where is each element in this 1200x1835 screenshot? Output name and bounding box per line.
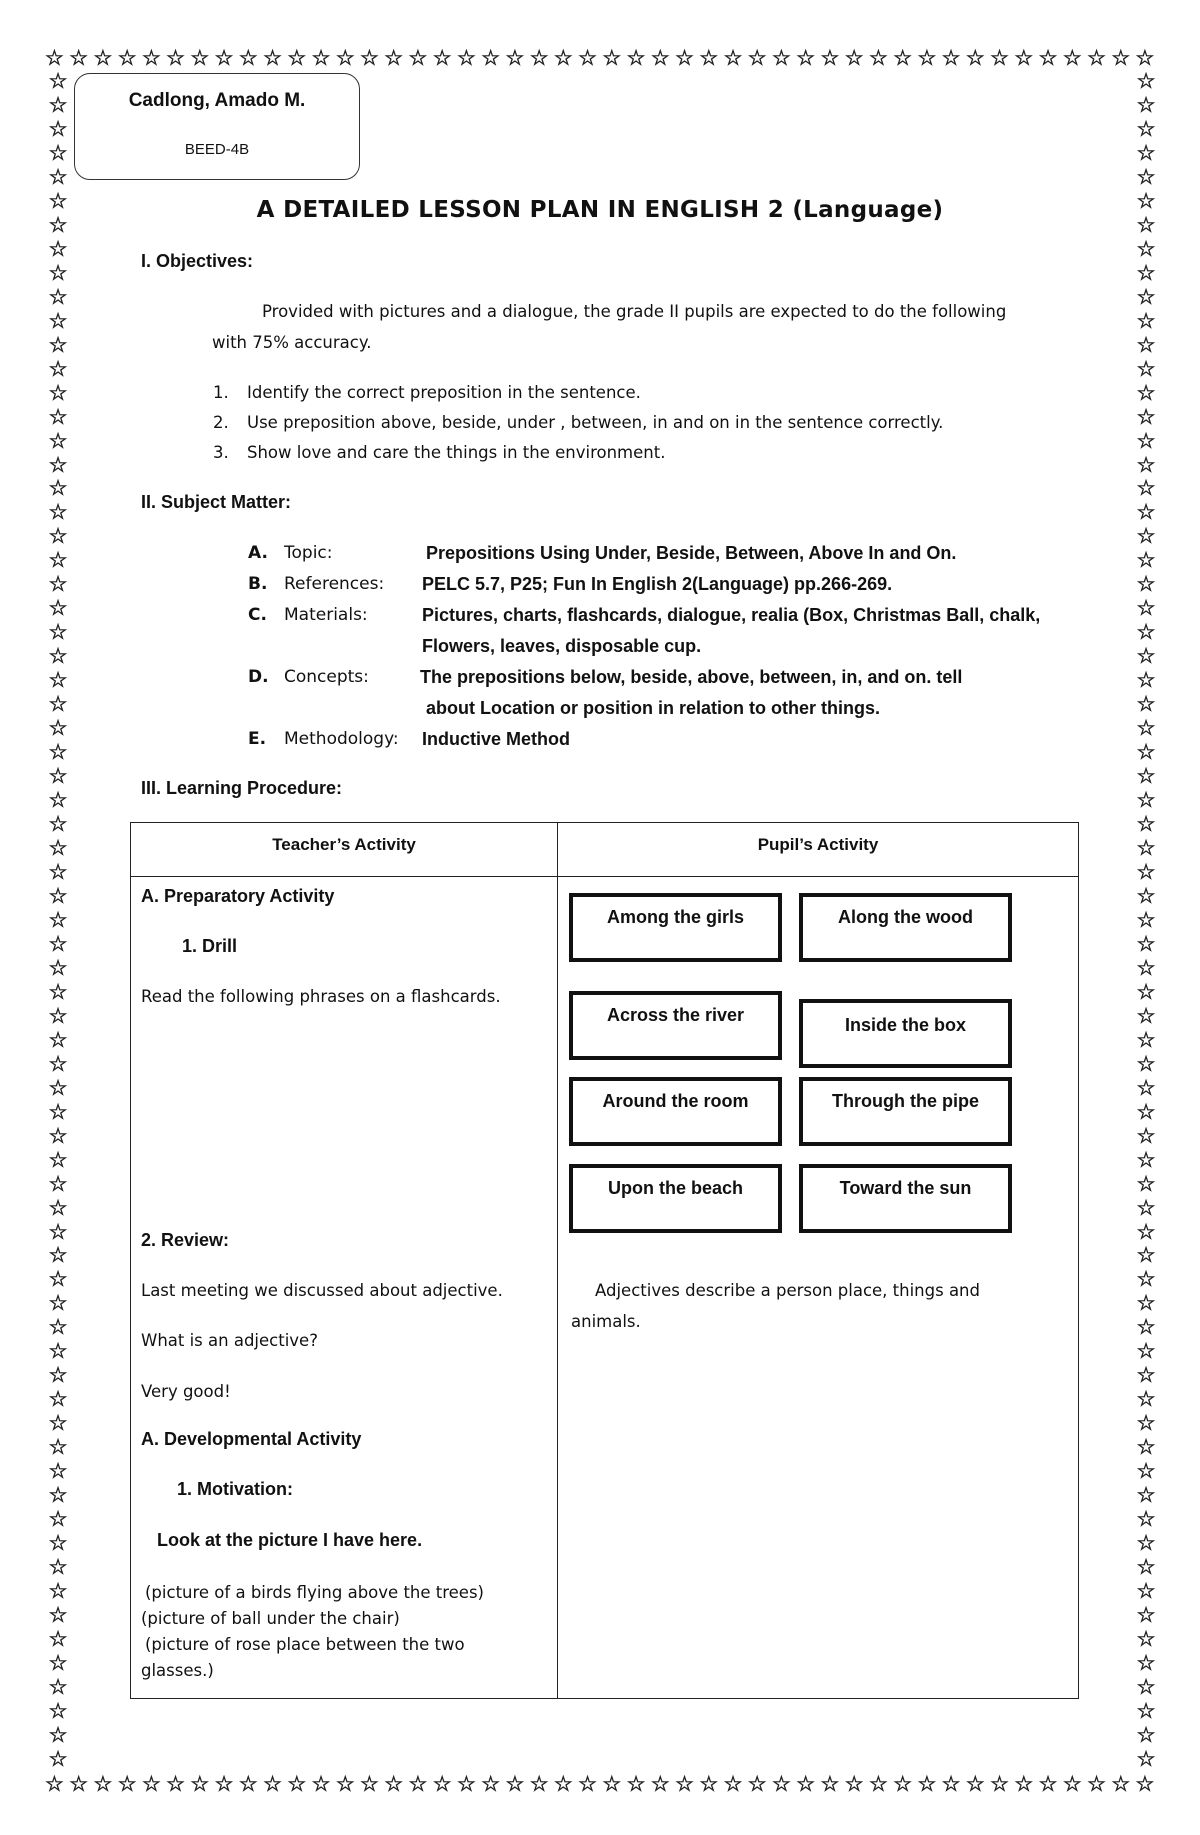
star-icon: ☆ <box>48 740 68 765</box>
subject-matter-heading: II. Subject Matter: <box>141 492 292 512</box>
star-icon: ☆ <box>1136 1339 1156 1364</box>
star-icon: ☆ <box>1136 188 1156 213</box>
star-icon: ☆ <box>432 1772 452 1796</box>
star-icon: ☆ <box>1136 452 1156 477</box>
star-icon: ☆ <box>1136 1243 1156 1268</box>
star-icon: ☆ <box>820 1772 840 1796</box>
list-letter: A. <box>248 543 268 563</box>
star-icon: ☆ <box>48 596 68 621</box>
star-icon: ☆ <box>1136 1027 1156 1052</box>
column-header-teacher: Teacher’s Activity <box>272 835 416 854</box>
star-icon: ☆ <box>1136 907 1156 932</box>
star-icon: ☆ <box>48 1003 68 1028</box>
star-icon: ☆ <box>48 548 68 573</box>
star-icon: ☆ <box>796 46 816 70</box>
flashcard: Toward the sun <box>799 1164 1012 1233</box>
star-icon: ☆ <box>48 1267 68 1292</box>
star-icon: ☆ <box>844 1772 864 1796</box>
star-icon: ☆ <box>48 380 68 405</box>
objectives-intro-line2: with 75% accuracy. <box>212 333 372 352</box>
star-icon: ☆ <box>1136 740 1156 765</box>
list-value-continued: about Location or position in relation to other things. <box>426 698 880 718</box>
star-icon: ☆ <box>1136 1531 1156 1556</box>
star-icon: ☆ <box>1136 1315 1156 1340</box>
star-icon: ☆ <box>48 788 68 813</box>
star-icon: ☆ <box>868 1772 888 1796</box>
star-icon: ☆ <box>723 1772 743 1796</box>
star-icon: ☆ <box>529 46 549 70</box>
star-icon: ☆ <box>48 620 68 645</box>
star-icon: ☆ <box>48 644 68 669</box>
preparatory-activity: A. Preparatory Activity <box>141 886 335 906</box>
star-icon: ☆ <box>602 1772 622 1796</box>
star-icon: ☆ <box>48 836 68 860</box>
star-icon: ☆ <box>1136 236 1156 261</box>
star-icon: ☆ <box>48 140 68 165</box>
star-icon: ☆ <box>1136 716 1156 741</box>
star-icon: ☆ <box>1136 1746 1156 1771</box>
objectives-intro-line1: Provided with pictures and a dialogue, the grade II pupils are expected to do the following <box>262 302 1007 321</box>
star-icon: ☆ <box>602 46 622 70</box>
star-icon: ☆ <box>1136 380 1156 405</box>
star-icon: ☆ <box>166 46 185 70</box>
star-icon: ☆ <box>1136 1626 1156 1651</box>
star-icon: ☆ <box>1014 46 1034 70</box>
star-icon: ☆ <box>48 524 68 549</box>
star-icon: ☆ <box>48 692 68 717</box>
star-icon: ☆ <box>965 1772 985 1796</box>
star-icon: ☆ <box>214 1772 234 1796</box>
star-border-left <box>45 70 71 1770</box>
star-icon: ☆ <box>48 356 68 381</box>
flashcard: Inside the box <box>799 999 1012 1068</box>
star-icon: ☆ <box>311 1772 331 1796</box>
star-icon: ☆ <box>1136 812 1156 837</box>
star-icon: ☆ <box>747 46 767 70</box>
star-icon: ☆ <box>360 1772 379 1796</box>
star-icon: ☆ <box>1136 1722 1156 1747</box>
star-icon: ☆ <box>335 46 355 70</box>
star-icon: ☆ <box>456 1772 476 1796</box>
picture-note-3: (picture of rose place between the two <box>145 1635 465 1654</box>
star-icon: ☆ <box>69 46 89 70</box>
list-value: Prepositions Using Under, Beside, Between, Above In and On. <box>426 543 957 563</box>
star-icon: ☆ <box>1136 548 1156 573</box>
star-icon: ☆ <box>287 46 307 70</box>
star-icon: ☆ <box>48 812 68 837</box>
star-icon: ☆ <box>1135 46 1155 70</box>
star-icon: ☆ <box>48 1579 68 1604</box>
star-icon: ☆ <box>48 1531 68 1556</box>
star-icon: ☆ <box>1136 212 1156 237</box>
star-icon: ☆ <box>384 46 404 70</box>
star-icon: ☆ <box>747 1772 767 1796</box>
star-icon: ☆ <box>1136 69 1156 93</box>
list-label: Topic: <box>284 543 333 563</box>
star-icon: ☆ <box>1136 1387 1156 1412</box>
table-divider <box>557 823 558 1698</box>
star-icon: ☆ <box>505 46 525 70</box>
list-letter: D. <box>248 667 269 687</box>
star-icon: ☆ <box>1136 644 1156 669</box>
star-icon: ☆ <box>1136 788 1156 813</box>
star-icon: ☆ <box>1136 1291 1156 1316</box>
star-icon: ☆ <box>1014 1772 1034 1796</box>
star-icon: ☆ <box>48 1147 68 1172</box>
star-icon: ☆ <box>432 46 452 70</box>
star-icon: ☆ <box>48 1698 68 1723</box>
star-icon: ☆ <box>723 46 743 70</box>
star-icon: ☆ <box>48 452 68 477</box>
star-icon: ☆ <box>1136 1674 1156 1699</box>
star-icon: ☆ <box>48 1483 68 1508</box>
review-line-2: What is an adjective? <box>141 1331 318 1350</box>
star-icon: ☆ <box>1136 1051 1156 1076</box>
star-icon: ☆ <box>1087 1772 1106 1796</box>
star-icon: ☆ <box>141 1772 161 1796</box>
star-icon: ☆ <box>335 1772 355 1796</box>
motivation-heading: 1. Motivation: <box>177 1479 293 1499</box>
star-icon: ☆ <box>48 116 68 141</box>
flashcard: Among the girls <box>569 893 782 962</box>
star-icon: ☆ <box>48 164 68 189</box>
star-icon: ☆ <box>45 46 64 70</box>
review-line-3: Very good! <box>141 1382 231 1401</box>
list-value: PELC 5.7, P25; Fun In English 2(Language) pp.266-269. <box>422 574 893 594</box>
star-icon: ☆ <box>1136 1698 1156 1723</box>
star-icon: ☆ <box>1136 883 1156 908</box>
star-icon: ☆ <box>48 260 68 285</box>
star-icon: ☆ <box>48 931 68 956</box>
star-icon: ☆ <box>48 1603 68 1627</box>
star-icon: ☆ <box>48 1171 68 1196</box>
star-icon: ☆ <box>1136 596 1156 621</box>
star-icon: ☆ <box>868 46 888 70</box>
star-icon: ☆ <box>1136 572 1156 597</box>
star-icon: ☆ <box>796 1772 816 1796</box>
star-icon: ☆ <box>48 1459 68 1484</box>
star-icon: ☆ <box>1136 836 1156 860</box>
star-icon: ☆ <box>820 46 840 70</box>
star-icon: ☆ <box>772 1772 791 1796</box>
star-icon: ☆ <box>699 1772 719 1796</box>
star-icon: ☆ <box>48 716 68 741</box>
star-icon: ☆ <box>48 1722 68 1747</box>
star-icon: ☆ <box>1136 1123 1156 1148</box>
star-icon: ☆ <box>238 46 258 70</box>
star-icon: ☆ <box>578 1772 597 1796</box>
list-number: 2. <box>213 413 229 432</box>
star-icon: ☆ <box>1136 140 1156 165</box>
star-icon: ☆ <box>48 1027 68 1052</box>
star-icon: ☆ <box>48 1195 68 1220</box>
star-icon: ☆ <box>1136 1075 1156 1100</box>
pupil-answer-line-2: animals. <box>571 1312 641 1331</box>
star-icon: ☆ <box>1136 1171 1156 1196</box>
star-icon: ☆ <box>1111 1772 1131 1796</box>
star-icon: ☆ <box>48 1387 68 1412</box>
star-icon: ☆ <box>238 1772 258 1796</box>
star-icon: ☆ <box>1136 428 1156 453</box>
star-icon: ☆ <box>1136 1003 1156 1028</box>
star-icon: ☆ <box>1136 116 1156 141</box>
list-value: Inductive Method <box>422 729 570 749</box>
star-icon: ☆ <box>48 236 68 261</box>
star-icon: ☆ <box>529 1772 549 1796</box>
star-icon: ☆ <box>1136 1099 1156 1124</box>
star-icon: ☆ <box>1136 164 1156 189</box>
star-icon: ☆ <box>48 1315 68 1340</box>
star-icon: ☆ <box>990 1772 1009 1796</box>
picture-note-4: glasses.) <box>141 1661 214 1680</box>
star-icon: ☆ <box>48 332 68 357</box>
star-icon: ☆ <box>1136 260 1156 285</box>
star-icon: ☆ <box>456 46 476 70</box>
star-icon: ☆ <box>1136 668 1156 693</box>
motivation-prompt: Look at the picture I have here. <box>157 1530 423 1550</box>
column-header-pupil: Pupil’s Activity <box>757 835 879 854</box>
star-icon: ☆ <box>48 1051 68 1076</box>
star-icon: ☆ <box>69 1772 89 1796</box>
star-icon: ☆ <box>1136 1555 1156 1580</box>
star-icon: ☆ <box>48 1435 68 1460</box>
star-icon: ☆ <box>941 46 961 70</box>
star-icon: ☆ <box>48 428 68 453</box>
star-icon: ☆ <box>48 907 68 932</box>
star-icon: ☆ <box>48 1411 68 1436</box>
star-icon: ☆ <box>1136 1650 1156 1675</box>
star-icon: ☆ <box>48 92 68 117</box>
objectives-heading: I. Objectives: <box>141 251 254 271</box>
list-label: Materials: <box>284 605 368 625</box>
picture-note-2: (picture of ball under the chair) <box>141 1609 400 1628</box>
star-icon: ☆ <box>48 1363 68 1388</box>
star-icon: ☆ <box>1111 46 1131 70</box>
star-icon: ☆ <box>990 46 1009 70</box>
star-icon: ☆ <box>1136 1507 1156 1532</box>
star-icon: ☆ <box>1136 1603 1156 1627</box>
list-text: Use preposition above, beside, under , between, in and on in the sentence correctly. <box>247 413 944 432</box>
star-icon: ☆ <box>48 188 68 213</box>
star-icon: ☆ <box>626 46 646 70</box>
star-icon: ☆ <box>190 46 210 70</box>
star-icon: ☆ <box>481 46 501 70</box>
star-icon: ☆ <box>48 69 68 93</box>
flashcard: Across the river <box>569 991 782 1060</box>
list-label: Methodology: <box>284 729 399 749</box>
star-icon: ☆ <box>1136 859 1156 884</box>
pupil-answer-line-1: Adjectives describe a person place, things and <box>595 1281 980 1300</box>
star-icon: ☆ <box>48 404 68 429</box>
star-icon: ☆ <box>190 1772 210 1796</box>
star-icon: ☆ <box>578 46 597 70</box>
name-box <box>74 73 360 180</box>
list-number: 1. <box>213 383 229 402</box>
star-icon: ☆ <box>650 1772 670 1796</box>
star-icon: ☆ <box>311 46 331 70</box>
star-icon: ☆ <box>48 1507 68 1532</box>
list-number: 3. <box>213 443 229 462</box>
star-icon: ☆ <box>408 1772 428 1796</box>
star-icon: ☆ <box>48 1075 68 1100</box>
star-icon: ☆ <box>675 46 694 70</box>
picture-note-1: (picture of a birds flying above the trees) <box>145 1583 484 1602</box>
star-icon: ☆ <box>1136 476 1156 501</box>
flashcard: Along the wood <box>799 893 1012 962</box>
star-icon: ☆ <box>93 1772 113 1796</box>
star-icon: ☆ <box>626 1772 646 1796</box>
star-icon: ☆ <box>48 1674 68 1699</box>
star-icon: ☆ <box>48 1555 68 1580</box>
star-icon: ☆ <box>360 46 379 70</box>
star-icon: ☆ <box>48 1339 68 1364</box>
star-icon: ☆ <box>263 46 282 70</box>
star-icon: ☆ <box>48 500 68 525</box>
star-icon: ☆ <box>1136 1195 1156 1220</box>
star-icon: ☆ <box>1038 46 1058 70</box>
list-value: The prepositions below, beside, above, between, in, and on. tell <box>420 667 963 687</box>
flashcard: Around the room <box>569 1077 782 1146</box>
star-icon: ☆ <box>1136 620 1156 645</box>
star-icon: ☆ <box>48 1123 68 1148</box>
star-icon: ☆ <box>505 1772 525 1796</box>
table-header-divider <box>131 876 1078 877</box>
star-icon: ☆ <box>481 1772 501 1796</box>
star-icon: ☆ <box>650 46 670 70</box>
star-icon: ☆ <box>263 1772 282 1796</box>
star-icon: ☆ <box>1136 404 1156 429</box>
star-icon: ☆ <box>384 1772 404 1796</box>
star-icon: ☆ <box>1135 1772 1155 1796</box>
star-icon: ☆ <box>1136 500 1156 525</box>
star-icon: ☆ <box>48 955 68 980</box>
star-icon: ☆ <box>48 1219 68 1244</box>
star-icon: ☆ <box>48 1626 68 1651</box>
list-letter: E. <box>248 729 267 749</box>
star-icon: ☆ <box>166 1772 185 1796</box>
star-icon: ☆ <box>553 1772 573 1796</box>
star-icon: ☆ <box>1136 692 1156 717</box>
list-label: Concepts: <box>284 667 369 687</box>
star-icon: ☆ <box>1136 1411 1156 1436</box>
star-icon: ☆ <box>48 1291 68 1316</box>
star-icon: ☆ <box>917 46 937 70</box>
star-icon: ☆ <box>772 46 791 70</box>
star-icon: ☆ <box>48 668 68 693</box>
list-value-continued: Flowers, leaves, disposable cup. <box>422 636 702 656</box>
star-icon: ☆ <box>48 572 68 597</box>
star-icon: ☆ <box>48 764 68 789</box>
star-icon: ☆ <box>1136 1579 1156 1604</box>
star-icon: ☆ <box>1136 1435 1156 1460</box>
page-title: A DETAILED LESSON PLAN IN ENGLISH 2 (Language) <box>256 197 944 223</box>
star-icon: ☆ <box>1136 308 1156 333</box>
star-icon: ☆ <box>214 46 234 70</box>
procedure-table <box>130 822 1079 1699</box>
star-icon: ☆ <box>93 46 113 70</box>
star-icon: ☆ <box>1136 524 1156 549</box>
star-icon: ☆ <box>675 1772 694 1796</box>
review-line-1: Last meeting we discussed about adjective. <box>141 1281 503 1300</box>
list-text: Identify the correct preposition in the sentence. <box>247 383 641 402</box>
star-icon: ☆ <box>48 1746 68 1771</box>
star-icon: ☆ <box>48 859 68 884</box>
star-icon: ☆ <box>893 46 913 70</box>
star-icon: ☆ <box>844 46 864 70</box>
star-icon: ☆ <box>553 46 573 70</box>
star-icon: ☆ <box>1136 1459 1156 1484</box>
star-icon: ☆ <box>48 883 68 908</box>
star-icon: ☆ <box>893 1772 913 1796</box>
star-icon: ☆ <box>941 1772 961 1796</box>
star-icon: ☆ <box>1062 1772 1082 1796</box>
list-letter: B. <box>248 574 268 594</box>
flashcard: Upon the beach <box>569 1164 782 1233</box>
drill-heading: 1. Drill <box>182 936 238 956</box>
star-icon: ☆ <box>1136 92 1156 117</box>
list-letter: C. <box>248 605 267 625</box>
flashcard: Through the pipe <box>799 1077 1012 1146</box>
star-icon: ☆ <box>45 1772 64 1796</box>
star-icon: ☆ <box>917 1772 937 1796</box>
star-icon: ☆ <box>1136 764 1156 789</box>
star-icon: ☆ <box>1038 1772 1058 1796</box>
student-name: Cadlong, Amado M. <box>128 90 306 111</box>
procedure-heading: III. Learning Procedure: <box>141 778 343 798</box>
star-icon: ☆ <box>48 1243 68 1268</box>
star-icon: ☆ <box>48 1650 68 1675</box>
star-icon: ☆ <box>117 1772 137 1796</box>
drill-instruction: Read the following phrases on a flashcards. <box>141 987 501 1006</box>
star-icon: ☆ <box>48 284 68 309</box>
review-heading: 2. Review: <box>141 1230 230 1250</box>
star-icon: ☆ <box>48 1099 68 1124</box>
developmental-activity: A. Developmental Activity <box>141 1429 362 1449</box>
star-icon: ☆ <box>1136 332 1156 357</box>
star-icon: ☆ <box>1136 955 1156 980</box>
star-border-bottom <box>45 1771 1155 1797</box>
star-icon: ☆ <box>1136 1219 1156 1244</box>
star-icon: ☆ <box>1136 284 1156 309</box>
star-icon: ☆ <box>117 46 137 70</box>
star-border-right <box>1133 70 1159 1770</box>
star-icon: ☆ <box>1136 931 1156 956</box>
star-icon: ☆ <box>141 46 161 70</box>
list-label: References: <box>284 574 385 594</box>
student-course: BEED-4B <box>184 141 250 158</box>
star-icon: ☆ <box>408 46 428 70</box>
star-icon: ☆ <box>48 212 68 237</box>
star-icon: ☆ <box>1136 1147 1156 1172</box>
list-text: Show love and care the things in the environment. <box>247 443 666 462</box>
star-icon: ☆ <box>699 46 719 70</box>
list-value: Pictures, charts, flashcards, dialogue, realia (Box, Christmas Ball, chalk, <box>422 605 1041 625</box>
star-icon: ☆ <box>1062 46 1082 70</box>
star-icon: ☆ <box>1136 1363 1156 1388</box>
star-icon: ☆ <box>1136 1267 1156 1292</box>
star-icon: ☆ <box>1136 979 1156 1004</box>
star-icon: ☆ <box>48 476 68 501</box>
star-icon: ☆ <box>965 46 985 70</box>
star-icon: ☆ <box>48 979 68 1004</box>
star-icon: ☆ <box>1087 46 1106 70</box>
star-icon: ☆ <box>1136 1483 1156 1508</box>
star-icon: ☆ <box>287 1772 307 1796</box>
star-icon: ☆ <box>1136 356 1156 381</box>
star-icon: ☆ <box>48 308 68 333</box>
star-border-top <box>45 45 1155 71</box>
